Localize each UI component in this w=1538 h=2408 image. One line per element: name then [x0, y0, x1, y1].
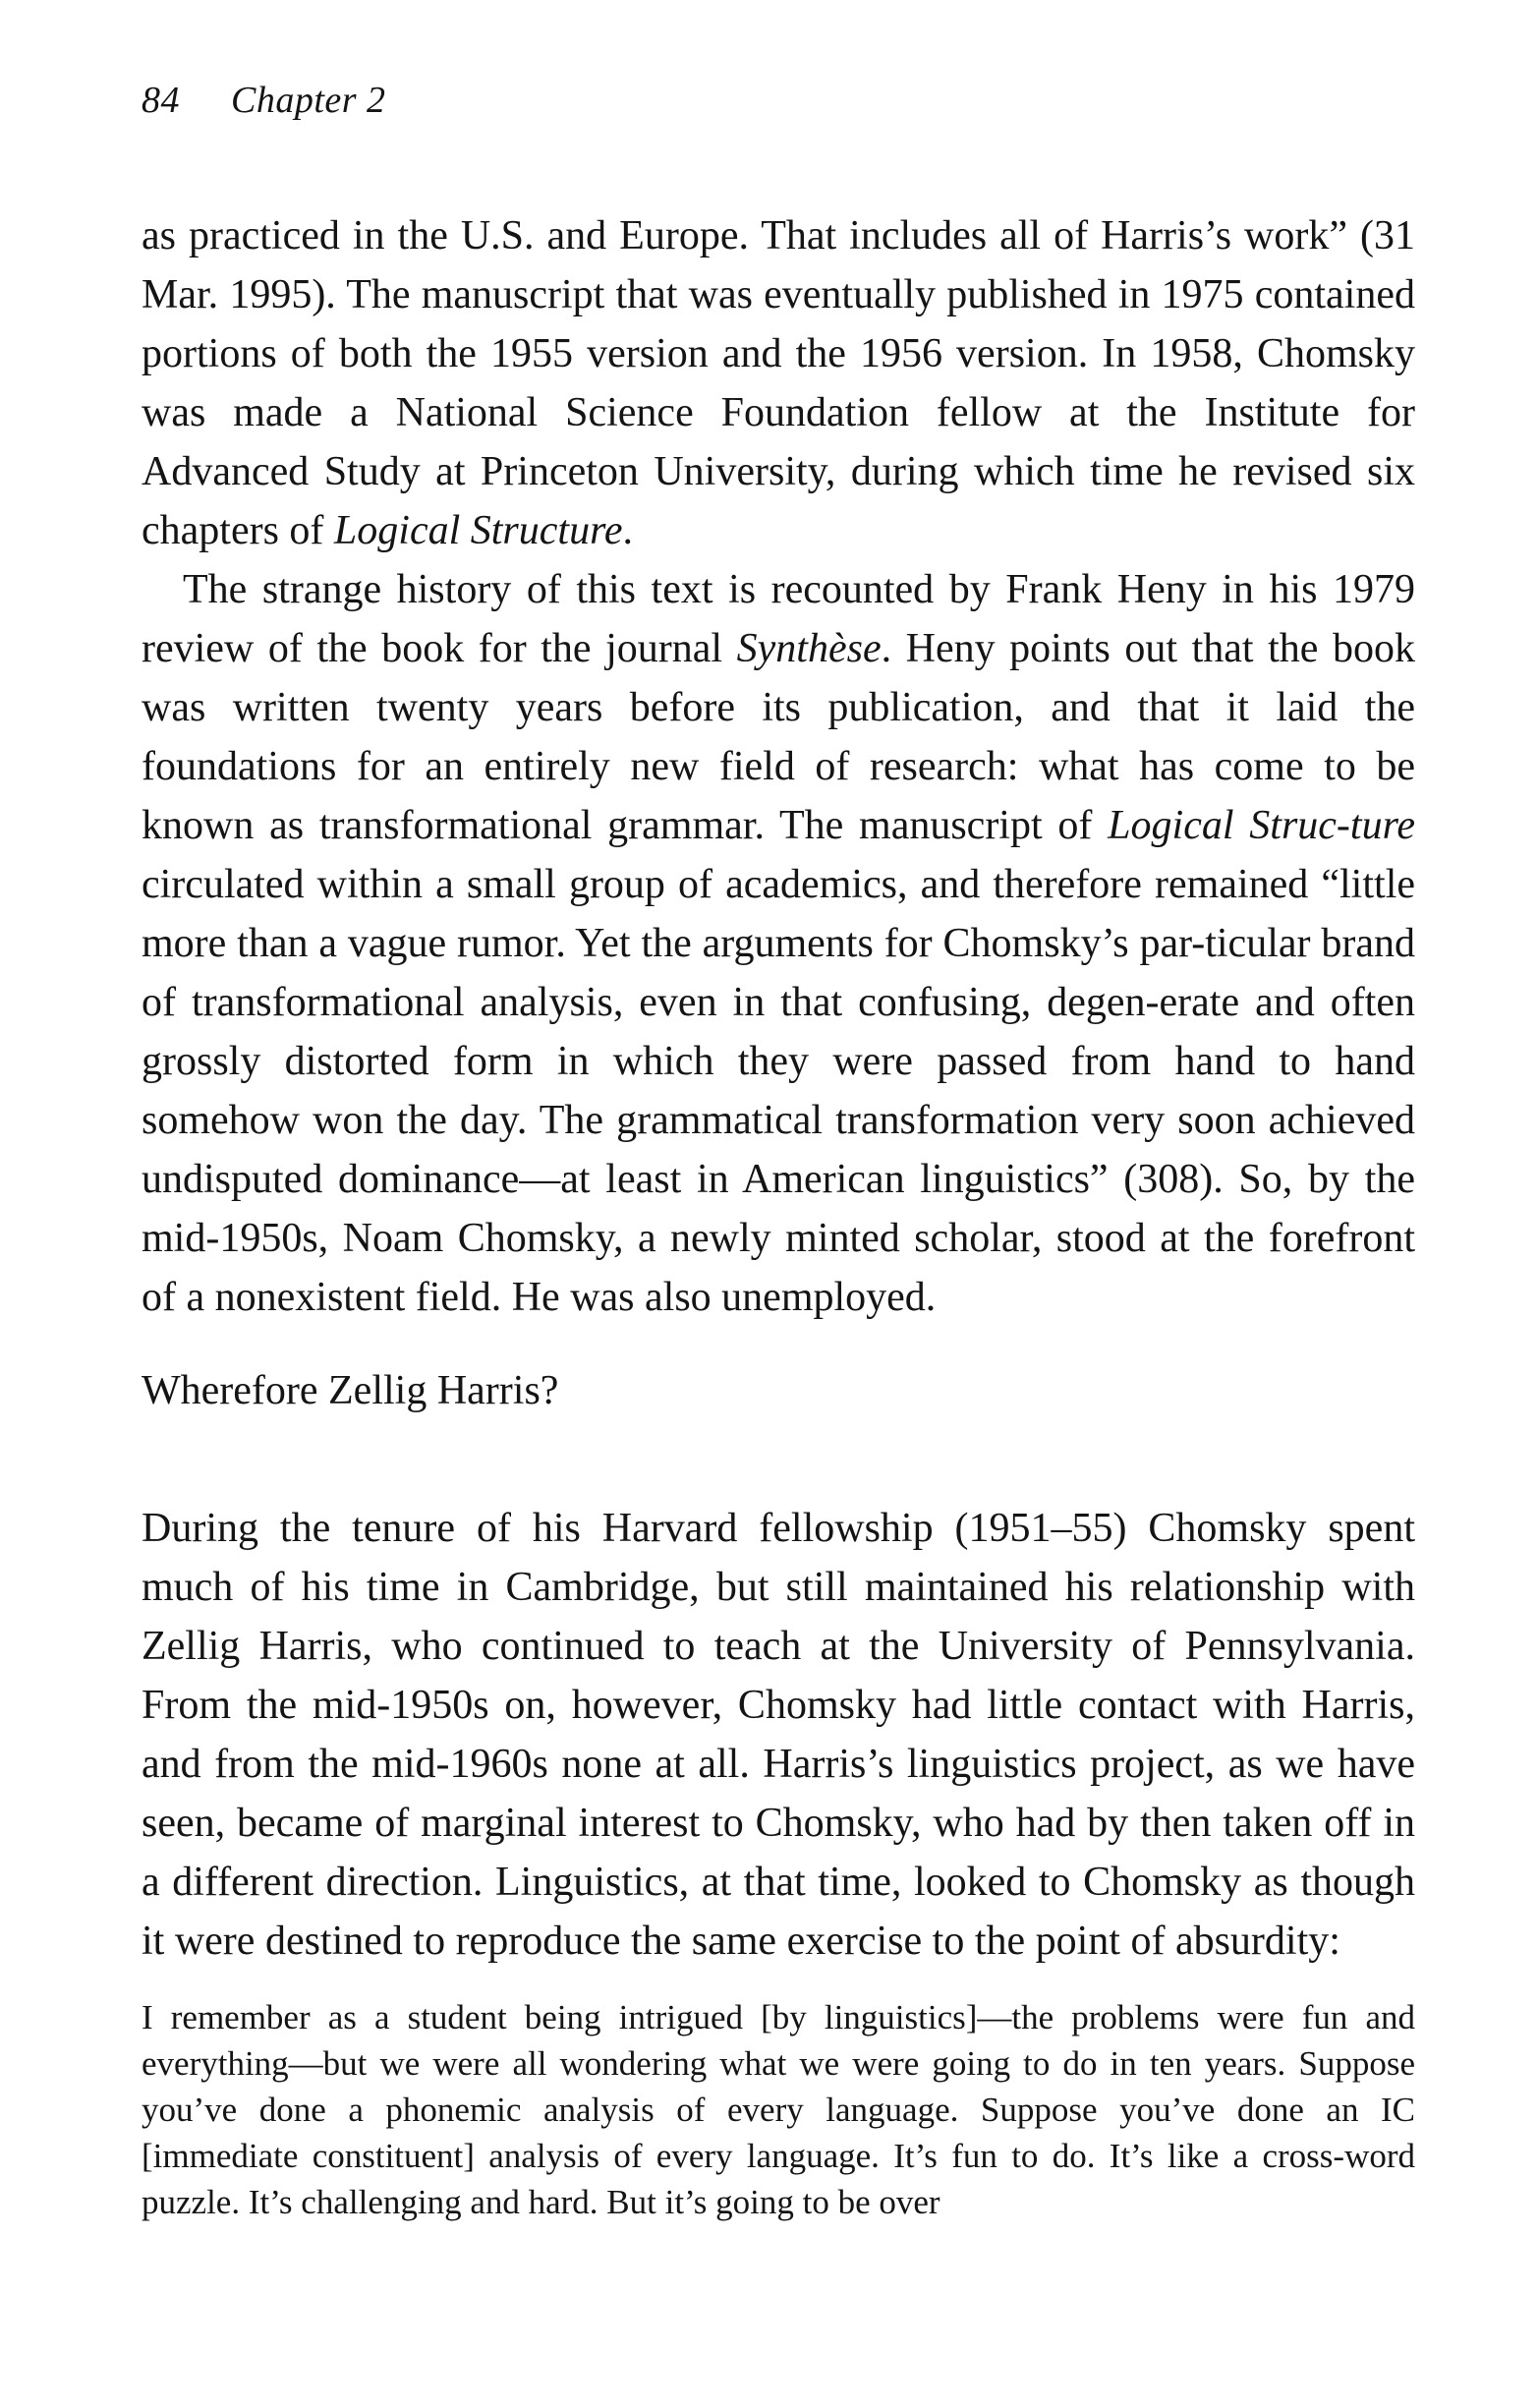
- chapter-title: Chapter 2: [231, 80, 386, 121]
- paragraph-3: During the tenure of his Harvard fellowship (1951–55) Chomsky spent much of his time in Cambridge, but still maintained his relationship with Zellig Harris, who continued to teach at the University of Pennsylvania. From the mid-1950s on, however, Chomsky had little contact with Harris, and from the mid-1960s none at all. Harris’s linguistics project, as we have seen, became of marginal interest to Chomsky, who had by then taken off in a different direction. Linguistics, at that time, looked to Chomsky as though it were destined to reproduce the same exercise to the point of absurdity:: [142, 1506, 1415, 1964]
- paragraph-2-part2: . Heny points out that the book was written twenty years before its publication, and that it laid the foundations for an entirely new field of research: what has come to be known as transformational grammar. The manuscript of: [142, 626, 1415, 848]
- paragraph-2-part1: The strange history of this text is recounted by Frank Heny in his 1979 review of the book for the journal: [142, 567, 1415, 671]
- paragraph-2: [142, 560, 1415, 1327]
- body-text-bottom: [142, 1499, 1415, 2225]
- body-text-top: [142, 206, 1415, 1327]
- paragraph-2-italic1: Synthèse: [736, 626, 882, 671]
- paragraph-1-italic: Logical Structure: [333, 508, 623, 553]
- block-quote: I remember as a student being intrigued [by linguistics]—the problems were fun and everything—but we were all wondering what we were going to do in ten years. Suppose you’ve done a phonemic analysis of every language. Suppose you’ve done an IC [immediate constituent] analysis of every language. It’s fun to do. It’s like a cross-word puzzle. It’s challenging and hard. But it’s going to be over: [142, 1998, 1415, 2221]
- paragraph-2-italic2: Logical Struc-ture: [1108, 803, 1416, 848]
- paragraph-1-text: as practiced in the U.S. and Europe. That includes all of Harris’s work” (31 Mar. 1995). The manuscript that was eventually published in 1975 contained portions of both the 1955 version and the 1956 version. In 1958, Chomsky was made a National Science Foundation fellow at the Institute for Advanced Study at Princeton University, during which time he revised six chapters of: [142, 213, 1415, 553]
- section-heading: Wherefore Zellig Harris?: [142, 1368, 559, 1413]
- page-number: 84: [142, 80, 180, 121]
- paragraph-1-tail: .: [622, 508, 634, 553]
- paragraph-1: [142, 206, 1415, 560]
- running-head: [142, 79, 386, 122]
- paragraph-2-part3: circulated within a small group of academics, and therefore remained “little more than a vague rumor. Yet the arguments for Chomsky’s par-ticular brand of transformational analysis, even in that confusing, degen-erate and often grossly distorted form in which they were passed from hand to hand somehow won the day. The grammatical transformation very soon achieved undisputed dominance—at least in American linguistics” (308). So, by the mid-1950s, Noam Chomsky, a newly minted scholar, stood at the forefront of a nonexistent field. He was also unemployed.: [142, 862, 1415, 1320]
